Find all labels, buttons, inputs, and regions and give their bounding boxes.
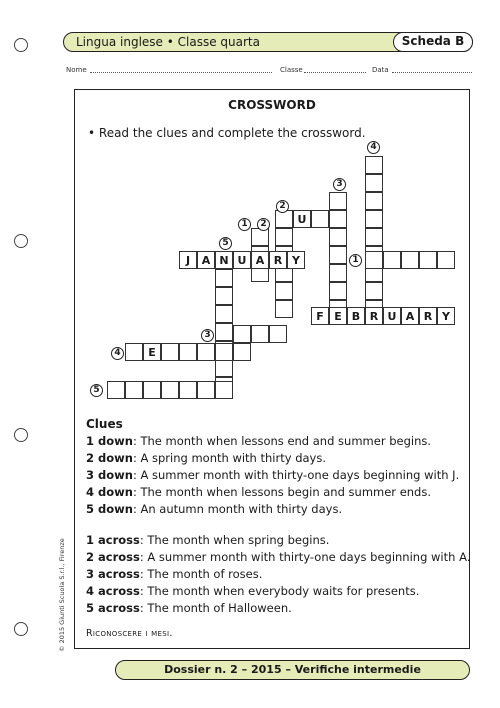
- name-field[interactable]: [90, 72, 272, 73]
- crossword-cell[interactable]: [215, 381, 233, 399]
- crossword-cell[interactable]: [365, 192, 383, 210]
- crossword-cell[interactable]: [275, 282, 293, 300]
- crossword-cell[interactable]: [179, 343, 197, 361]
- crossword-cell: U: [233, 251, 251, 269]
- name-label: Nome: [66, 66, 87, 74]
- crossword-cell: E: [143, 343, 161, 361]
- crossword-cell: A: [197, 251, 215, 269]
- clue-number-marker: 4: [367, 141, 380, 154]
- crossword-cell[interactable]: [329, 210, 347, 228]
- crossword-cell[interactable]: [215, 305, 233, 323]
- binder-hole: [14, 428, 28, 442]
- crossword-cell[interactable]: [275, 300, 293, 318]
- crossword-cell: R: [269, 251, 287, 269]
- class-label: Classe: [280, 66, 303, 74]
- crossword-cell[interactable]: [365, 156, 383, 174]
- clue-1-across: 1 across: The month when spring begins.: [86, 533, 330, 547]
- clues-section: [86, 416, 470, 617]
- clue-5-down: 5 down: An autumn month with thirty days.: [86, 502, 343, 516]
- crossword-cell[interactable]: [215, 323, 233, 341]
- clue-1-down: 1 down: The month when lessons end and summer begins.: [86, 434, 432, 448]
- clues-heading: Clues: [86, 417, 123, 431]
- binder-hole: [14, 622, 28, 636]
- copyright: © 2015 Giunti Scuola S.r.l., Firenze: [58, 538, 66, 652]
- clue-number-marker: 5: [90, 384, 103, 397]
- crossword-cell[interactable]: [275, 228, 293, 246]
- crossword-cell[interactable]: [143, 381, 161, 399]
- crossword-cell[interactable]: [161, 343, 179, 361]
- crossword-cell[interactable]: [251, 325, 269, 343]
- crossword-cell[interactable]: [383, 251, 401, 269]
- clue-number-marker: 1: [238, 218, 251, 231]
- clue-number-marker: 1: [349, 254, 362, 267]
- clue-number-marker: 3: [333, 178, 346, 191]
- objective: Riconoscere i mesi.: [86, 628, 173, 639]
- crossword-cell[interactable]: [251, 228, 269, 246]
- clue-5-across: 5 across: The month of Halloween.: [86, 601, 292, 615]
- page-title: CROSSWORD: [228, 98, 316, 112]
- crossword-cell[interactable]: [179, 381, 197, 399]
- crossword-cell[interactable]: [365, 228, 383, 246]
- crossword-cell[interactable]: [329, 228, 347, 246]
- crossword-cell[interactable]: [365, 251, 383, 269]
- crossword-cell[interactable]: [215, 343, 233, 361]
- crossword-cell[interactable]: [215, 287, 233, 305]
- crossword-cell[interactable]: [329, 264, 347, 282]
- clue-number-marker: 5: [219, 237, 232, 250]
- crossword-cell[interactable]: [125, 343, 143, 361]
- crossword-cell[interactable]: [215, 359, 233, 377]
- crossword-cell: U: [293, 210, 311, 228]
- crossword-cell[interactable]: [329, 246, 347, 264]
- crossword-cell: E: [329, 307, 347, 325]
- class-field[interactable]: [304, 72, 366, 73]
- crossword-cell: J: [179, 251, 197, 269]
- crossword-cell[interactable]: [401, 251, 419, 269]
- clue-2-across: 2 across: A summer month with thirty-one days beginning with A.: [86, 550, 471, 564]
- crossword-cell[interactable]: [107, 381, 125, 399]
- crossword-cell: N: [215, 251, 233, 269]
- clue-4-across: 4 across: The month when everybody waits for presents.: [86, 584, 420, 598]
- crossword-cell[interactable]: [311, 210, 329, 228]
- clue-number-marker: 2: [276, 200, 289, 213]
- binder-hole: [14, 234, 28, 248]
- worksheet-header: [63, 32, 473, 52]
- crossword-cell: B: [347, 307, 365, 325]
- crossword-cell[interactable]: [365, 282, 383, 300]
- date-label: Data: [372, 66, 389, 74]
- crossword-cell[interactable]: [329, 282, 347, 300]
- crossword-cell[interactable]: [197, 381, 215, 399]
- clue-2-down: 2 down: A spring month with thirty days.: [86, 451, 326, 465]
- instruction: • Read the clues and complete the crossword.: [88, 126, 366, 140]
- crossword-cell[interactable]: [365, 174, 383, 192]
- crossword-cell: A: [401, 307, 419, 325]
- footer: Dossier n. 2 – 2015 – Verifiche intermedie: [115, 660, 470, 680]
- clue-number-marker: 4: [111, 347, 124, 360]
- crossword-cell: A: [251, 251, 269, 269]
- crossword-cell: Y: [437, 307, 455, 325]
- binder-hole: [14, 38, 28, 52]
- sheet-label: Scheda B: [393, 32, 473, 52]
- crossword-cell[interactable]: [329, 192, 347, 210]
- crossword-cell: R: [419, 307, 437, 325]
- crossword-cell[interactable]: [269, 325, 287, 343]
- clue-4-down: 4 down: The month when lessons begin and summer ends.: [86, 485, 432, 499]
- crossword-cell: F: [311, 307, 329, 325]
- crossword-cell: Y: [287, 251, 305, 269]
- clue-3-across: 3 across: The month of roses.: [86, 567, 263, 581]
- crossword-cell[interactable]: [233, 325, 251, 343]
- crossword-cell[interactable]: [233, 343, 251, 361]
- crossword-cell[interactable]: [437, 251, 455, 269]
- clue-number-marker: 3: [201, 329, 214, 342]
- crossword-cell: R: [365, 307, 383, 325]
- clue-3-down: 3 down: A summer month with thirty-one days beginning with J.: [86, 468, 460, 482]
- crossword-cell[interactable]: [125, 381, 143, 399]
- date-field[interactable]: [392, 72, 472, 73]
- crossword-cell[interactable]: [419, 251, 437, 269]
- crossword-cell[interactable]: [197, 343, 215, 361]
- crossword-cell[interactable]: [161, 381, 179, 399]
- clue-number-marker: 2: [257, 218, 270, 231]
- crossword-cell[interactable]: [215, 269, 233, 287]
- crossword-cell: U: [383, 307, 401, 325]
- subject-label: Lingua inglese • Classe quarta: [76, 35, 260, 49]
- crossword-cell[interactable]: [365, 210, 383, 228]
